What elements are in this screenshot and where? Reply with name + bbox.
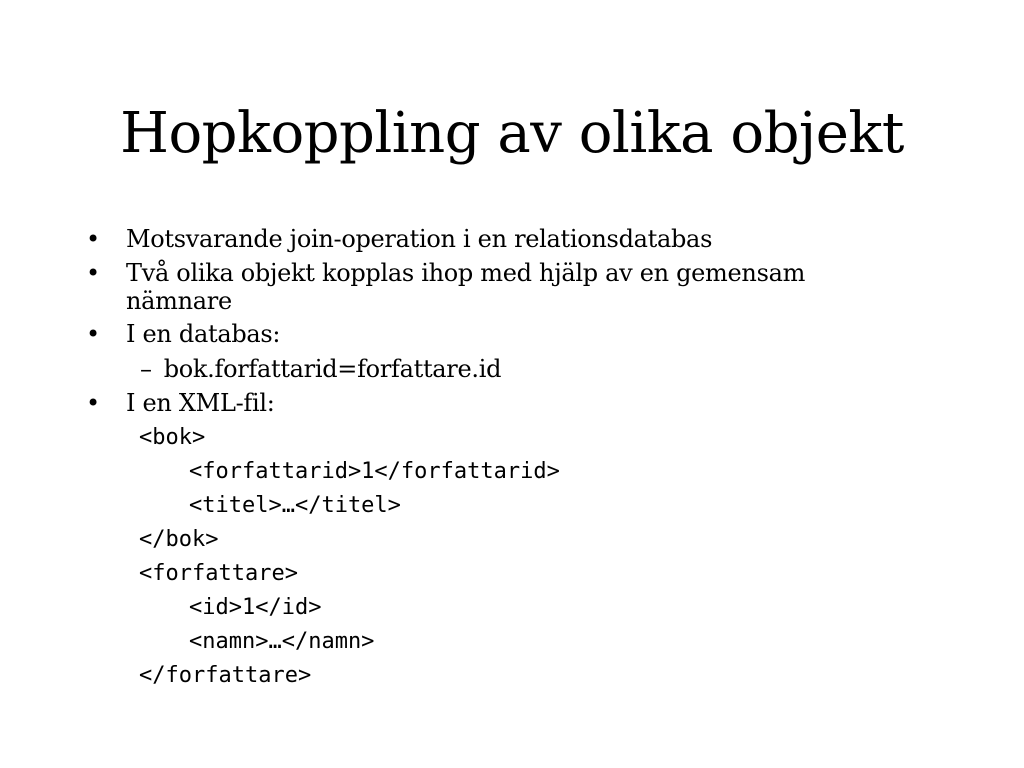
bullet-text: Motsvarande join-operation i en relationsdatabas	[126, 225, 713, 253]
sub-bullet-marker: –	[140, 355, 152, 383]
code-line: <forfattare>	[139, 561, 298, 586]
bullet-item	[86, 389, 906, 417]
bullet-item	[86, 225, 906, 253]
slide-title: Hopkoppling av olika objekt	[120, 101, 904, 166]
code-line: <namn>…</namn>	[189, 629, 375, 654]
code-line: <id>1</id>	[189, 595, 322, 620]
code-line: <titel>…</titel>	[189, 493, 401, 518]
bullet-item	[86, 320, 906, 348]
sub-bullet-item	[140, 355, 501, 383]
code-line: </bok>	[139, 527, 219, 552]
bullet-marker: •	[86, 320, 100, 348]
bullet-marker: •	[86, 259, 100, 287]
sub-bullet-text: bok.forfattarid=forfattare.id	[163, 355, 502, 383]
code-line: <bok>	[139, 425, 206, 450]
code-line: <forfattarid>1</forfattarid>	[189, 459, 560, 484]
bullet-text: I en databas:	[126, 320, 281, 348]
bullet-marker: •	[86, 389, 100, 417]
bullet-text: Två olika objekt kopplas ihop med hjälp av en gemensam nämnare	[126, 259, 806, 315]
bullet-marker: •	[86, 225, 100, 253]
bullet-text: I en XML-fil:	[126, 389, 275, 417]
code-line: </forfattare>	[139, 663, 312, 688]
bullet-item	[86, 259, 846, 315]
